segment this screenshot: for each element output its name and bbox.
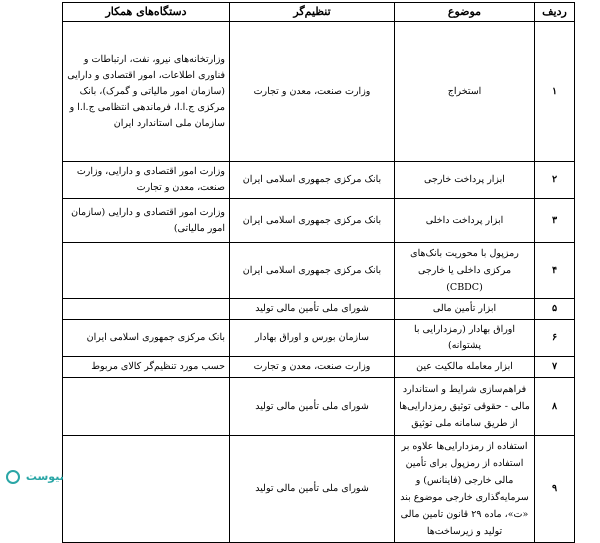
row-num: ۳ xyxy=(535,199,575,243)
row-partners: بانک مرکزی جمهوری اسلامی ایران xyxy=(63,320,230,357)
row-partners xyxy=(63,436,230,543)
row-partners xyxy=(63,243,230,299)
row-subject: ابزار پرداخت داخلی xyxy=(395,199,535,243)
row-partners xyxy=(63,378,230,436)
row-subject: ابزار معامله مالکیت عین xyxy=(395,357,535,378)
row-regulator: بانک مرکزی جمهوری اسلامی ایران xyxy=(230,243,395,299)
row-num: ۲ xyxy=(535,162,575,199)
row-subject: اوراق بهادار (رمزدارایی با پشتوانه) xyxy=(395,320,535,357)
row-num: ۶ xyxy=(535,320,575,357)
table-row xyxy=(63,378,575,436)
row-subject: رمزپول با محوریت بانک‌های مرکزی داخلی یا خارجی (CBDC) xyxy=(395,243,535,299)
row-partners: وزارتخانه‌های نیرو، نفت، ارتباطات و فناوری اطلاعات، امور اقتصادی و دارایی (سازمان امور مالیاتی و گمرک)، بانک مرکزی ج.ا.ا، فرماندهی انتظامی ج.ا.ا و سازمان ملی استاندارد ایران xyxy=(63,22,230,162)
row-regulator: شورای ملی تأمین مالی تولید xyxy=(230,299,395,320)
table-row xyxy=(63,243,575,299)
header-subject: موضوع xyxy=(395,3,535,22)
row-subject: استخراج xyxy=(395,22,535,162)
table-row xyxy=(63,22,575,162)
row-regulator: وزارت صنعت، معدن و تجارت xyxy=(230,357,395,378)
row-regulator: بانک مرکزی جمهوری اسلامی ایران xyxy=(230,199,395,243)
table-row xyxy=(63,357,575,378)
row-subject: استفاده از رمزدارایی‌ها علاوه بر استفاده از رمزپول برای تأمین مالی خارجی (فاینانس) و سرمایه‌گذاری خارجی موضوع بند «ت»، ماده ۲۹ قانون تامین مالی تولید و زیرساخت‌ها xyxy=(395,436,535,543)
row-num: ۸ xyxy=(535,378,575,436)
row-regulator: سازمان بورس و اوراق بهادار xyxy=(230,320,395,357)
row-partners: حسب مورد تنظیم‌گر کالای مربوط xyxy=(63,357,230,378)
row-regulator: شورای ملی تأمین مالی تولید xyxy=(230,378,395,436)
header-regulator: تنظیم‌گر xyxy=(230,3,395,22)
logo-text: ﻧﯿﻮﺳﺖ xyxy=(25,470,64,483)
table-row xyxy=(63,199,575,243)
header-partners: دستگاه‌های همکار xyxy=(63,3,230,22)
table-row xyxy=(63,299,575,320)
row-subject: ابزار پرداخت خارجی xyxy=(395,162,535,199)
row-partners: وزارت امور اقتصادی و دارایی، وزارت صنعت، معدن و تجارت xyxy=(63,162,230,199)
logo-icon xyxy=(6,470,20,484)
row-partners: وزارت امور اقتصادی و دارایی (سازمان امور مالیاتی) xyxy=(63,199,230,243)
row-subject: ابزار تأمین مالی xyxy=(395,299,535,320)
row-regulator: بانک مرکزی جمهوری اسلامی ایران xyxy=(230,162,395,199)
row-subject: فراهم‌سازی شرایط و استاندارد مالی - حقوقی توثیق رمزدارایی‌ها از طریق سامانه ملی توثیق xyxy=(395,378,535,436)
row-regulator: وزارت صنعت، معدن و تجارت xyxy=(230,22,395,162)
row-regulator: شورای ملی تأمین مالی تولید xyxy=(230,436,395,543)
table-row xyxy=(63,162,575,199)
row-num: ۵ xyxy=(535,299,575,320)
header-num: ردیف xyxy=(535,3,575,22)
regulation-table xyxy=(62,2,575,543)
table-row xyxy=(63,436,575,543)
row-partners xyxy=(63,299,230,320)
row-num: ۴ xyxy=(535,243,575,299)
row-num: ۱ xyxy=(535,22,575,162)
site-logo xyxy=(6,470,64,484)
row-num: ۷ xyxy=(535,357,575,378)
table-header-row xyxy=(63,3,575,22)
table-row xyxy=(63,320,575,357)
row-num: ۹ xyxy=(535,436,575,543)
